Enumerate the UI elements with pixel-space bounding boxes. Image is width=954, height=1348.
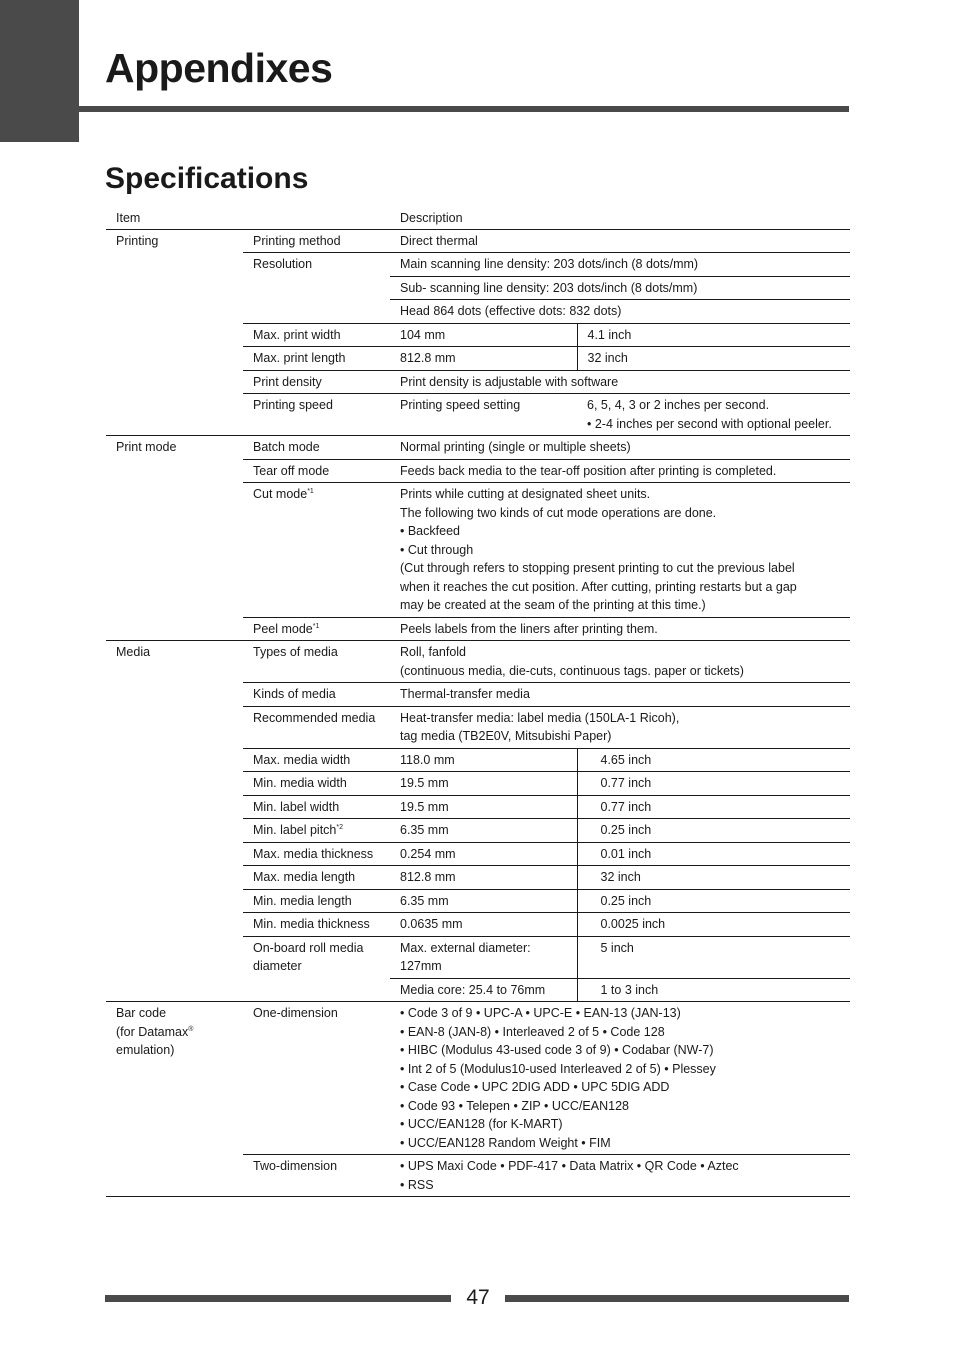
row-value-metric: 104 mm	[390, 323, 577, 347]
row-value	[390, 641, 850, 683]
chapter-tab-block	[0, 0, 79, 142]
row-value-imperial: 4.65 inch	[577, 748, 850, 772]
row-value	[577, 394, 850, 436]
cut-mode-line: when it reaches the cut position. After cutting, printing restarts but a gap	[400, 579, 797, 594]
section-title: Specifications	[105, 162, 309, 195]
group-label-printing: Printing	[106, 229, 243, 436]
specifications-table	[106, 208, 850, 1197]
row-label: Min. label width	[243, 795, 390, 819]
row-label	[243, 617, 390, 641]
table-row	[106, 229, 850, 253]
cut-mode-line: may be created at the seam of the printing at this time.)	[400, 598, 706, 612]
recommended-media-line: Heat-transfer media: label media (150LA-1 Ricoh),	[400, 710, 680, 725]
row-value-metric: Max. external diameter: 127mm	[390, 936, 577, 978]
group-label-bar-code	[106, 1002, 243, 1197]
barcode-1d-line: • UCC/EAN128 Random Weight • FIM	[400, 1135, 611, 1150]
row-value-imperial: 0.0025 inch	[577, 913, 850, 937]
chapter-title-rule	[79, 106, 849, 112]
table-row	[106, 641, 850, 683]
footer-bar-right	[505, 1295, 849, 1302]
media-types-line: (continuous media, die-cuts, continuous tags. paper or tickets)	[400, 663, 744, 678]
bar-code-emulation-pre: (for Datamax	[116, 1024, 189, 1039]
table-row	[106, 1002, 850, 1155]
row-value-metric: 0.0635 mm	[390, 913, 577, 937]
group-label-printing-speed: Printing speed	[243, 394, 390, 436]
bar-code-group-line: Bar code	[116, 1006, 167, 1020]
cut-mode-line: Prints while cutting at designated sheet units.	[400, 487, 651, 501]
row-value: Main scanning line density: 203 dots/inch (8 dots/mm)	[390, 253, 850, 277]
row-label: Two-dimension	[243, 1155, 390, 1197]
row-label	[243, 819, 390, 843]
footnote-marker: *1	[307, 488, 314, 495]
row-label: Min. media thickness	[243, 913, 390, 937]
row-value-metric: 19.5 mm	[390, 795, 577, 819]
footnote-marker: *2	[336, 824, 343, 831]
column-header-description: Description	[390, 208, 850, 229]
row-value-imperial: 32 inch	[577, 347, 850, 371]
barcode-2d-line: • RSS	[400, 1177, 434, 1192]
row-label: Batch mode	[243, 436, 390, 460]
table-header-row	[106, 208, 850, 229]
row-value-metric: 19.5 mm	[390, 772, 577, 796]
row-value: Head 864 dots (effective dots: 832 dots)	[390, 300, 850, 324]
chapter-title: Appendixes	[105, 45, 333, 91]
row-value-metric: 6.35 mm	[390, 889, 577, 913]
row-label: Min. media width	[243, 772, 390, 796]
cut-mode-line: The following two kinds of cut mode operations are done.	[400, 505, 717, 520]
row-value: Direct thermal	[390, 229, 850, 253]
roll-diameter-label-line: On-board roll media	[253, 940, 364, 955]
cut-mode-line: • Backfeed	[400, 524, 460, 538]
row-value-imperial: 5 inch	[577, 936, 850, 978]
row-value-metric: 812.8 mm	[390, 866, 577, 890]
row-value-metric: 6.35 mm	[390, 819, 577, 843]
row-label: Printing method	[243, 229, 390, 253]
row-label: Resolution	[243, 253, 390, 324]
row-value-imperial: 0.25 inch	[577, 889, 850, 913]
speed-line: 6, 5, 4, 3 or 2 inches per second.	[587, 398, 770, 412]
recommended-media-line: tag media (TB2E0V, Mitsubishi Paper)	[400, 729, 612, 743]
column-header-item: Item	[106, 208, 390, 229]
row-label: Max. media width	[243, 748, 390, 772]
peel-mode-label: Peel mode	[253, 621, 313, 636]
row-label: Print density	[243, 370, 390, 394]
row-value: Normal printing (single or multiple sheets)	[390, 436, 850, 460]
row-value	[390, 483, 850, 618]
row-value-imperial: 32 inch	[577, 866, 850, 890]
row-label: Tear off mode	[243, 459, 390, 483]
row-label	[243, 936, 390, 1002]
row-value	[390, 1002, 850, 1155]
row-label: Kinds of media	[243, 683, 390, 707]
row-label: Max. print length	[243, 347, 390, 371]
table-row	[106, 436, 850, 460]
row-label: Min. media length	[243, 889, 390, 913]
barcode-1d-line: • EAN-8 (JAN-8) • Interleaved 2 of 5 • Code 128	[400, 1024, 665, 1039]
barcode-2d-line: • UPS Maxi Code • PDF-417 • Data Matrix • QR Code • Aztec	[400, 1159, 739, 1173]
cut-mode-line: (Cut through refers to stopping present printing to cut the previous label	[400, 561, 795, 575]
row-label: Max. print width	[243, 323, 390, 347]
row-value-imperial: 0.77 inch	[577, 795, 850, 819]
bar-code-emulation-post: emulation)	[116, 1043, 175, 1057]
row-value: Print density is adjustable with software	[390, 370, 850, 394]
row-label	[243, 483, 390, 618]
speed-line: • 2-4 inches per second with optional peeler.	[587, 416, 832, 431]
row-label: One-dimension	[243, 1002, 390, 1155]
row-value-imperial: 0.77 inch	[577, 772, 850, 796]
cut-mode-label: Cut mode	[253, 487, 308, 501]
row-value-imperial: 0.25 inch	[577, 819, 850, 843]
row-value-imperial: 0.01 inch	[577, 842, 850, 866]
row-label: Max. media length	[243, 866, 390, 890]
roll-diameter-label-line: diameter	[253, 959, 302, 973]
barcode-1d-line: • Code 3 of 9 • UPC-A • UPC-E • EAN-13 (JAN-13)	[400, 1006, 681, 1020]
row-label: Printing speed setting	[390, 394, 577, 436]
label-pitch-label: Min. label pitch	[253, 823, 337, 837]
row-value-imperial: 1 to 3 inch	[577, 978, 850, 1002]
row-label: Max. media thickness	[243, 842, 390, 866]
row-value-metric: 118.0 mm	[390, 748, 577, 772]
row-value: Feeds back media to the tear-off position after printing is completed.	[390, 459, 850, 483]
row-value-metric: 812.8 mm	[390, 347, 577, 371]
barcode-1d-line: • Code 93 • Telepen • ZIP • UCC/EAN128	[400, 1098, 629, 1113]
bar-code-group-line	[116, 1023, 239, 1060]
row-value-imperial: 4.1 inch	[577, 323, 850, 347]
page-number: 47	[466, 1286, 490, 1309]
row-value	[390, 706, 850, 748]
media-types-line: Roll, fanfold	[400, 645, 467, 659]
row-label: Recommended media	[243, 706, 390, 748]
barcode-1d-line: • Int 2 of 5 (Modulus10-used Interleaved 2 of 5) • Plessey	[400, 1061, 716, 1076]
footer-bar-left	[105, 1295, 451, 1302]
row-value: Thermal-transfer media	[390, 683, 850, 707]
row-value-metric: 0.254 mm	[390, 842, 577, 866]
footnote-marker: *1	[312, 622, 320, 630]
group-label-print-mode: Print mode	[106, 436, 243, 641]
cut-mode-line: • Cut through	[400, 542, 474, 557]
row-label: Types of media	[243, 641, 390, 683]
registered-mark: ®	[188, 1025, 194, 1033]
barcode-1d-line: • UCC/EAN128 (for K-MART)	[400, 1117, 563, 1131]
group-label-media: Media	[106, 641, 243, 1002]
barcode-1d-line: • HIBC (Modulus 43-used code 3 of 9) • Codabar (NW-7)	[400, 1043, 714, 1057]
barcode-1d-line: • Case Code • UPC 2DIG ADD • UPC 5DIG ADD	[400, 1080, 670, 1094]
row-value	[390, 1155, 850, 1197]
row-value: Sub- scanning line density: 203 dots/inch (8 dots/mm)	[390, 276, 850, 300]
row-value-metric: Media core: 25.4 to 76mm	[390, 978, 577, 1002]
row-value: Peels labels from the liners after printing them.	[390, 617, 850, 641]
